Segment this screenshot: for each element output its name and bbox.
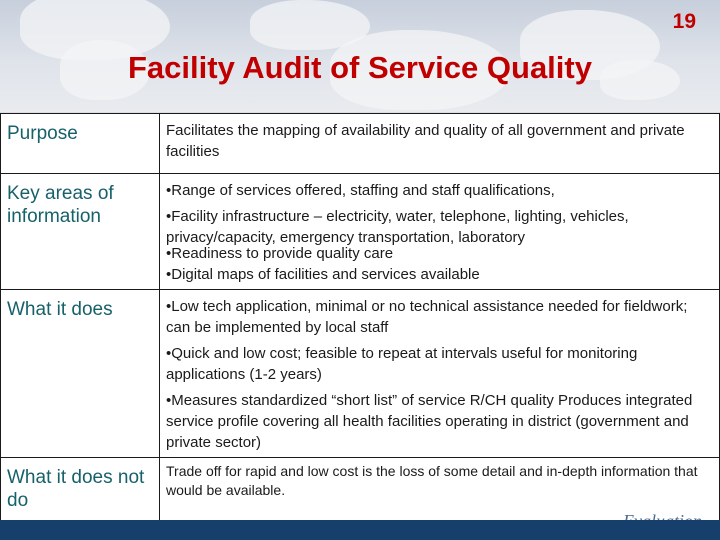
slide-title: Facility Audit of Service Quality bbox=[128, 50, 592, 85]
row-content bbox=[160, 174, 720, 290]
bullet-item: •Quick and low cost; feasible to repeat at intervals useful for monitoring applications (1-2 years) bbox=[166, 345, 638, 383]
bullet-item: •Range of services offered, staffing and staff qualifications, bbox=[166, 182, 555, 199]
row-label: Purpose bbox=[1, 114, 160, 174]
row-label: Key areas of information bbox=[1, 174, 160, 290]
bullet-item: •Digital maps of facilities and services available bbox=[166, 266, 480, 283]
info-table bbox=[0, 113, 720, 521]
slide-number: 19 bbox=[672, 10, 696, 33]
bullet-item: •Facility infrastructure – electricity, water, telephone, lighting, vehicles, privacy/capacity, emergency transportation, laboratory bbox=[166, 208, 629, 246]
table-row-key-areas bbox=[1, 174, 720, 290]
table-row-what-it-does bbox=[1, 290, 720, 458]
row-text: Facilitates the mapping of availability and quality of all government and private facilities bbox=[166, 122, 685, 160]
row-content bbox=[160, 114, 720, 174]
row-text: Trade off for rapid and low cost is the loss of some detail and in-depth information that would be available. bbox=[166, 463, 698, 498]
bullet-item: •Readiness to provide quality care bbox=[166, 245, 394, 262]
row-content bbox=[160, 290, 720, 458]
row-label: What it does bbox=[1, 290, 160, 458]
row-label: What it does not do bbox=[1, 458, 160, 521]
bullet-item: •Low tech application, minimal or no technical assistance needed for fieldwork; can be implemented by local staff bbox=[166, 298, 688, 336]
table-row-purpose bbox=[1, 114, 720, 174]
table-row-what-it-does-not-do bbox=[1, 458, 720, 521]
footer-bar bbox=[0, 520, 720, 540]
bullet-item: •Measures standardized “short list” of service R/CH quality Produces integrated service profile covering all health facilities operating in district (government and private sector) bbox=[166, 392, 693, 451]
